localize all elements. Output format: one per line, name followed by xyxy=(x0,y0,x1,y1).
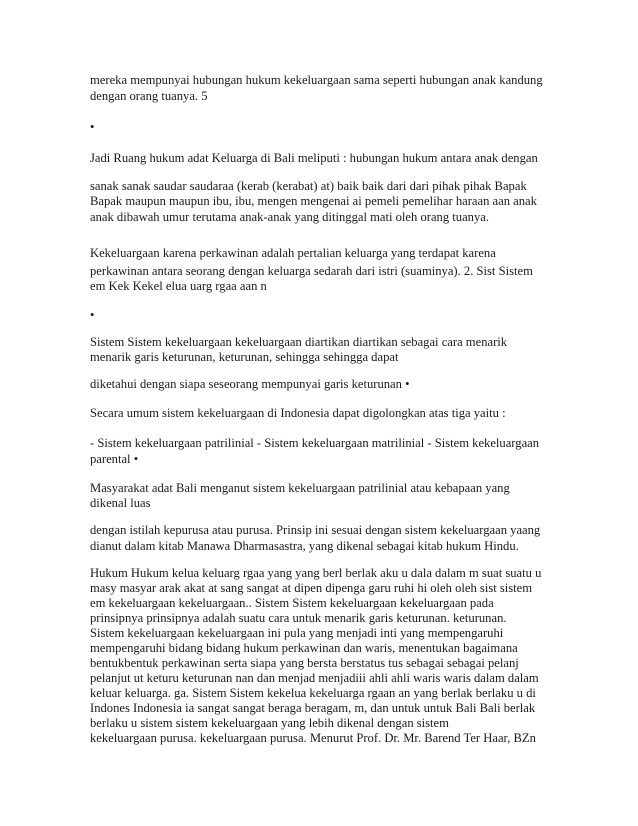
bullet-marker: • xyxy=(90,308,95,322)
text-line: perkawinan antara seorang dengan keluarga sedarah dari istri (suaminya). 2. Sist Sistem xyxy=(90,264,533,278)
text-line: diketahui dengan siapa seseorang mempunyai garis keturunan • xyxy=(90,377,410,391)
text-line: parental • xyxy=(90,452,139,466)
text-line: Indones Indonesia ia sangat sangat beraga beragam, m, dan untuk untuk Bali Bali berlak xyxy=(90,701,536,715)
text-line: sanak sanak saudar saudaraa (kerab (kerabat) at) baik baik dari dari pihak pihak Bapak xyxy=(90,179,527,193)
text-line: Kekeluargaan karena perkawinan adalah pertalian keluarga yang terdapat karena xyxy=(90,246,496,260)
text-line: pelanjut ut keturu keturunan nan dan menjad menjadiii ahli ahli waris waris dalam dalam xyxy=(90,671,539,685)
text-line: Hukum Hukum kelua keluarg rgaa yang yang berl berlak aku u dala dalam m suat suatu u xyxy=(90,566,542,580)
text-line: dengan orang tuanya. 5 xyxy=(90,89,208,103)
text-line: em Kek Kekel elua uarg rgaa aan n xyxy=(90,279,267,293)
text-line: dianut dalam kitab Manawa Dharmasastra, yang dikenal sebagai kitab hukum Hindu. xyxy=(90,539,519,553)
text-line: mempengaruhi bidang bidang hukum perkawinan dan waris, menentukan bagaimana xyxy=(90,641,518,655)
text-line: Secara umum sistem kekeluargaan di Indonesia dapat digolongkan atas tiga yaitu : xyxy=(90,406,506,420)
text-line: Sistem Sistem kekeluargaan kekeluargaan diartikan diartikan sebagai cara menarik xyxy=(90,335,508,349)
text-line: em kekeluargaan kekeluargaan.. Sistem Sistem kekeluargaan kekeluargaan pada xyxy=(90,596,494,610)
text-line: keluar keluarga. ga. Sistem Sistem kekelua kekeluarga rgaan an yang berlak berlaku u di xyxy=(90,686,536,700)
text-line: kekeluargaan purusa. kekeluargaan purusa. Menurut Prof. Dr. Mr. Barend Ter Haar, BZn xyxy=(90,731,536,745)
text-line: mereka mempunyai hubungan hukum kekeluargaan sama seperti hubungan anak kandung xyxy=(90,73,543,87)
text-line: Bapak maupun maupun ibu, ibu, mengen mengenai ai pemeli pemelihar haraan aan anak xyxy=(90,194,537,208)
text-line: prinsipnya prinsipnya adalah suatu cara untuk menarik garis keturunan. keturunan. xyxy=(90,611,507,625)
text-line: berlaku u sistem sistem kekeluargaan yang lebih dikenal dengan sistem xyxy=(90,716,449,730)
text-line: Masyarakat adat Bali menganut sistem kekeluargaan patrilinial atau kebapaan yang xyxy=(90,481,510,495)
text-line: - Sistem kekeluargaan patrilinial - Sistem kekeluargaan matrilinial - Sistem kekeluargaan xyxy=(90,436,540,450)
text-line: masy masyar arak akat at sang sangat at dipen dipenga garu ruhi hi oleh oleh sist sistem xyxy=(90,581,533,595)
text-line: bentukbentuk perkawinan serta siapa yang bersta berstatus tus sebagai sebagai pelanj xyxy=(90,656,519,670)
text-line: Sistem kekeluargaan kekeluargaan ini pula yang menjadi inti yang mempengaruhi xyxy=(90,626,504,640)
text-line: Jadi Ruang hukum adat Keluarga di Bali meliputi : hubungan hukum antara anak dengan xyxy=(90,151,538,165)
text-line: dikenal luas xyxy=(90,496,151,510)
text-line: anak dibawah umur terutama anak-anak yang ditinggal mati oleh orang tuanya. xyxy=(90,210,490,224)
text-line: dengan istilah kepurusa atau purusa. Prinsip ini sesuai dengan sistem kekeluargaan yaang xyxy=(90,523,541,537)
bullet-marker: • xyxy=(90,120,95,134)
text-line: menarik garis keturunan, keturunan, sehingga sehingga dapat xyxy=(90,350,399,364)
